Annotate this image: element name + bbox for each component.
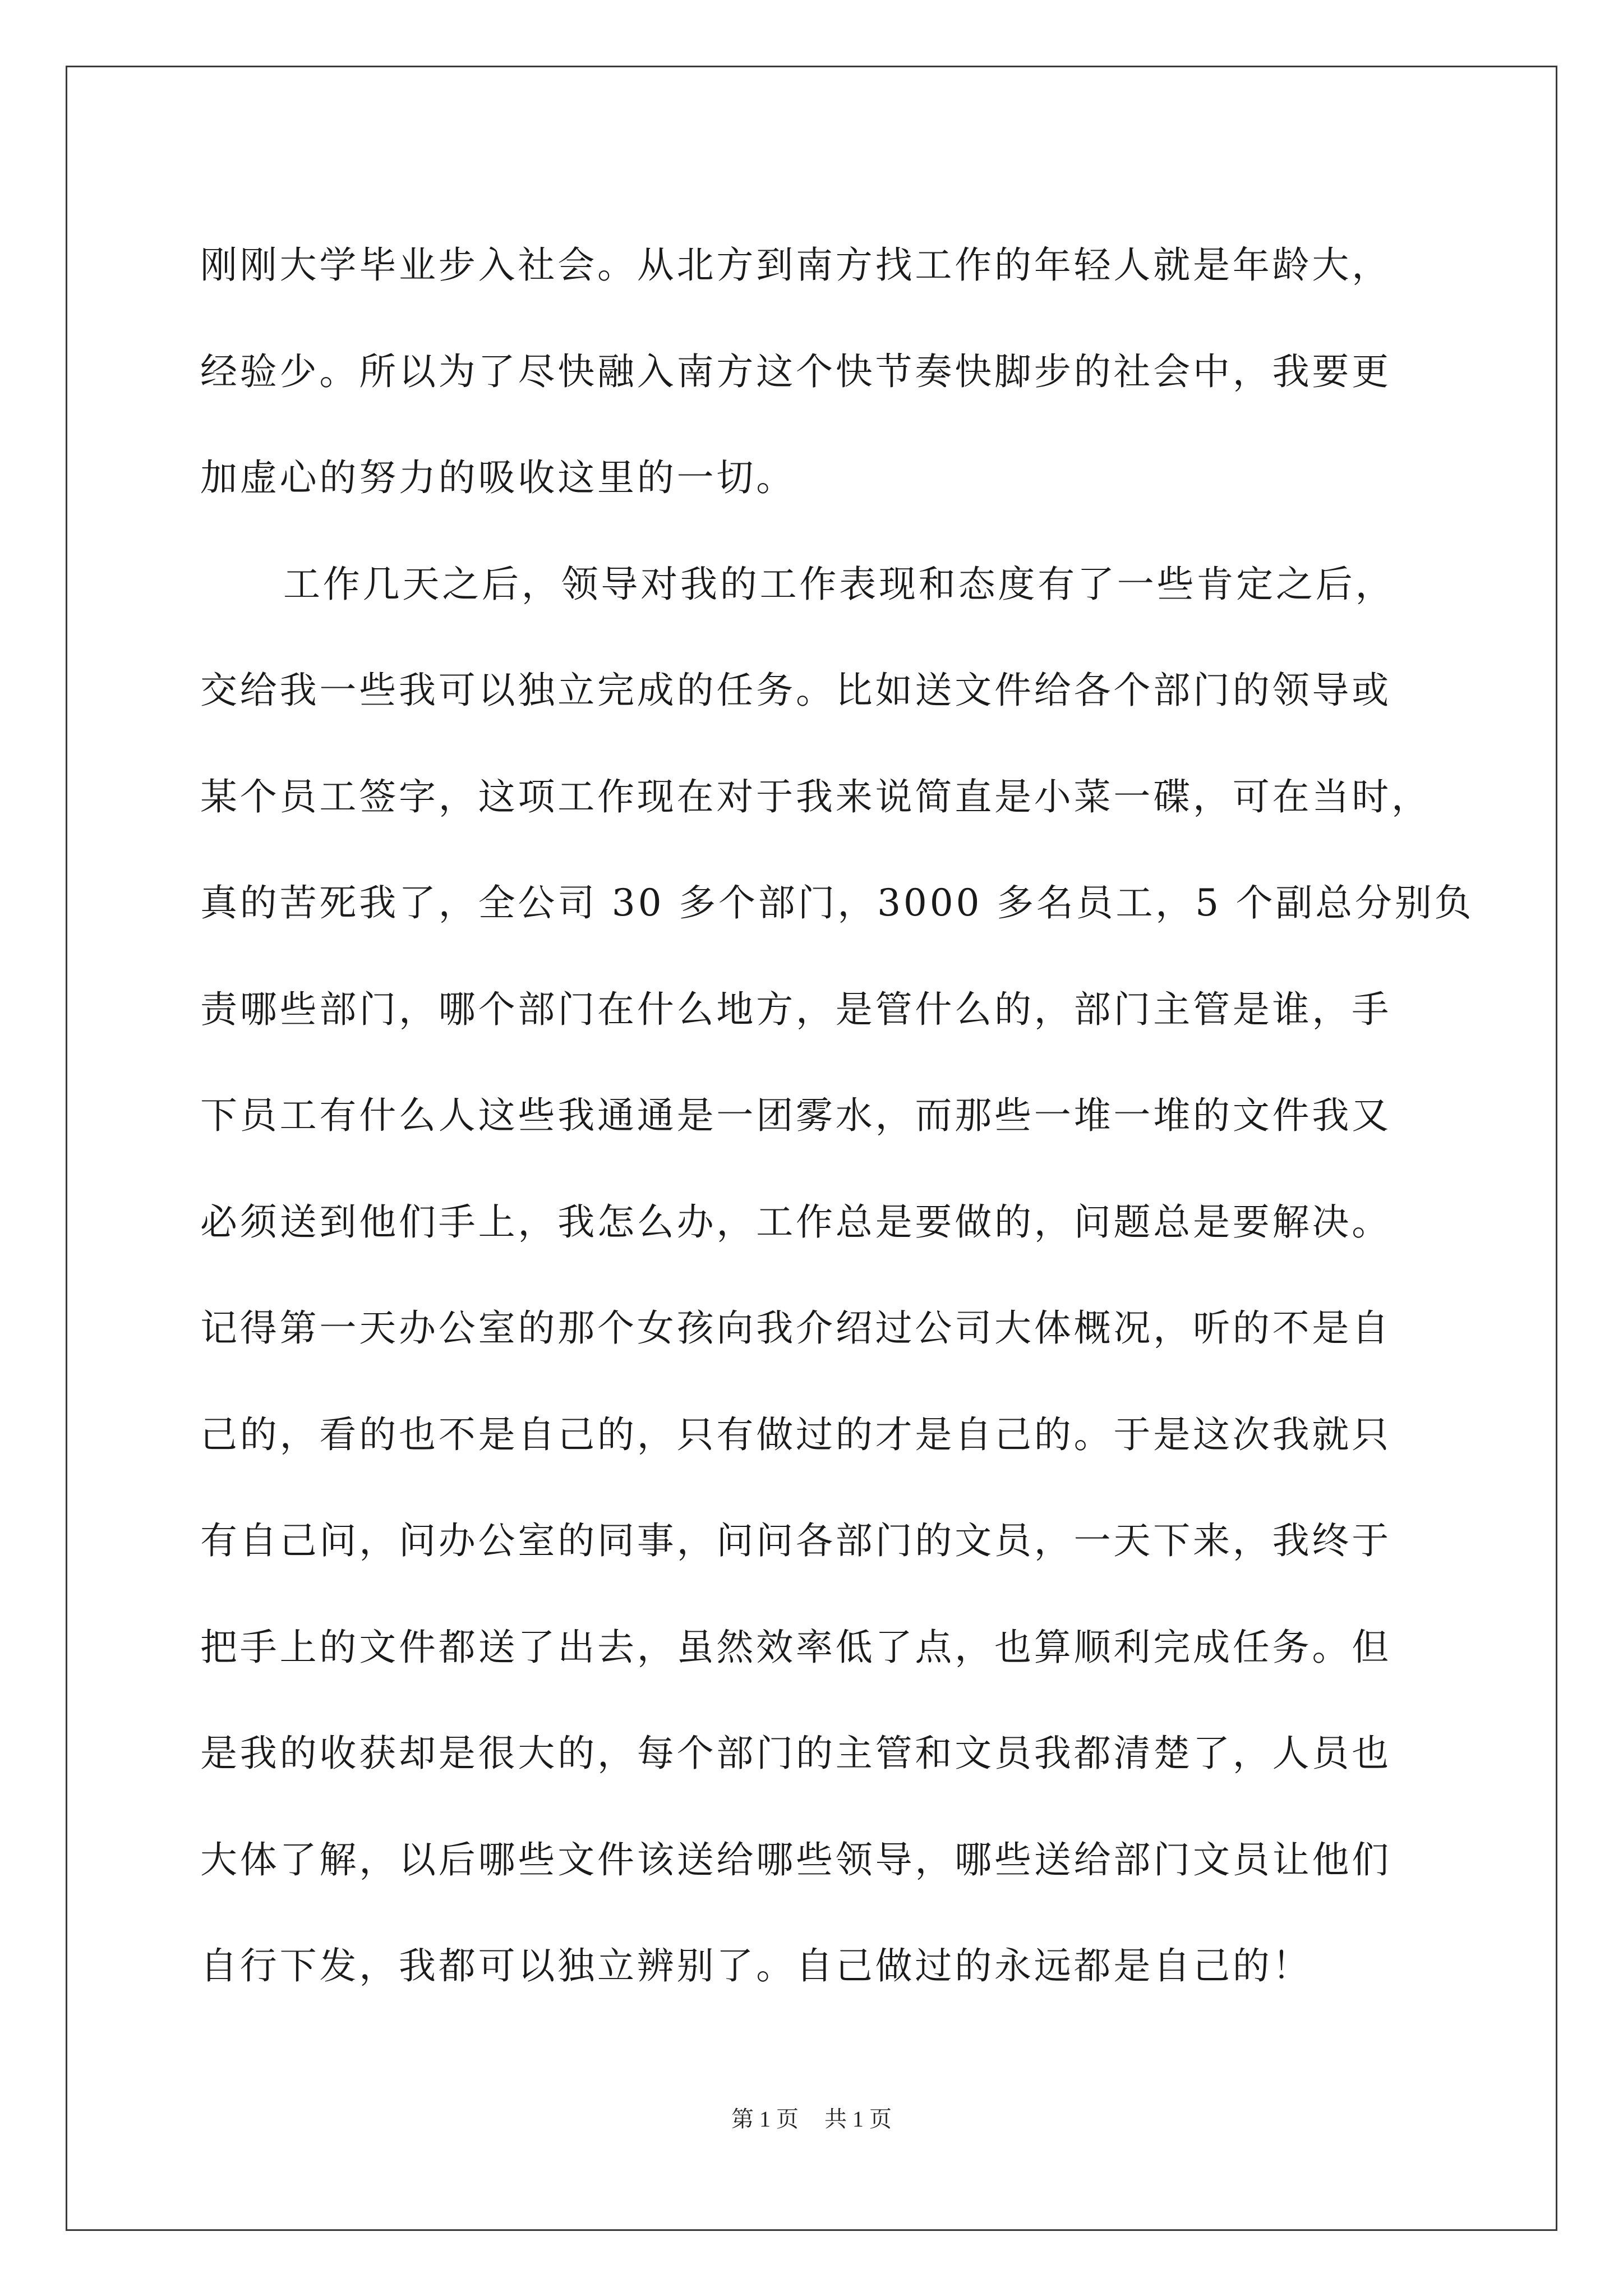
text-line: 己的，看的也不是自己的，只有做过的才是自己的。于是这次我就只 [200, 1412, 1391, 1456]
text-line: 下员工有什么人这些我通通是一团雾水，而那些一堆一堆的文件我又 [200, 1094, 1391, 1137]
text-line: 记得第一天办公室的那个女孩向我介绍过公司大体概况，听的不是自 [200, 1306, 1391, 1350]
text-line: 自行下发，我都可以独立辨别了。自己做过的永远都是自己的！ [200, 1944, 1312, 1987]
text-line: 有自己问，问办公室的同事，问问各部门的文员，一天下来，我终于 [200, 1519, 1391, 1562]
text-line: 刚刚大学毕业步入社会。从北方到南方找工作的年轻人就是年龄大， [200, 243, 1391, 287]
text-line: 大体了解，以后哪些文件该送给哪些领导，哪些送给部门文员让他们 [200, 1838, 1391, 1881]
text-line: 交给我一些我可以独立完成的任务。比如送文件给各个部门的领导或 [200, 669, 1391, 712]
page-total: 共 1 页 [824, 2106, 892, 2132]
page-footer [0, 2102, 1623, 2136]
text-line: 加虚心的努力的吸收这里的一切。 [200, 456, 796, 499]
page-number: 第 1 页 [731, 2106, 799, 2132]
text-line: 必须送到他们手上，我怎么办，工作总是要做的，问题总是要解决。 [200, 1200, 1391, 1244]
text-line: 某个员工签字，这项工作现在对于我来说简直是小菜一碟，可在当时， [200, 775, 1431, 818]
text-line: 责哪些部门，哪个部门在什么地方，是管什么的，部门主管是谁，手 [200, 987, 1391, 1031]
document-body [200, 212, 1474, 2019]
text-line: 把手上的文件都送了出去，虽然效率低了点，也算顺利完成任务。但 [200, 1625, 1391, 1669]
text-line: 是我的收获却是很大的，每个部门的主管和文员我都清楚了，人员也 [200, 1732, 1391, 1775]
text-line: 经验少。所以为了尽快融入南方这个快节奏快脚步的社会中，我要更 [200, 349, 1391, 393]
paragraph-start-line: 工作几天之后，领导对我的工作表现和态度有了一些肯定之后， [283, 562, 1395, 606]
text-line: 真的苦死我了，全公司 30 多个部门，3000 多名员工，5 个副总分别负 [200, 881, 1474, 924]
